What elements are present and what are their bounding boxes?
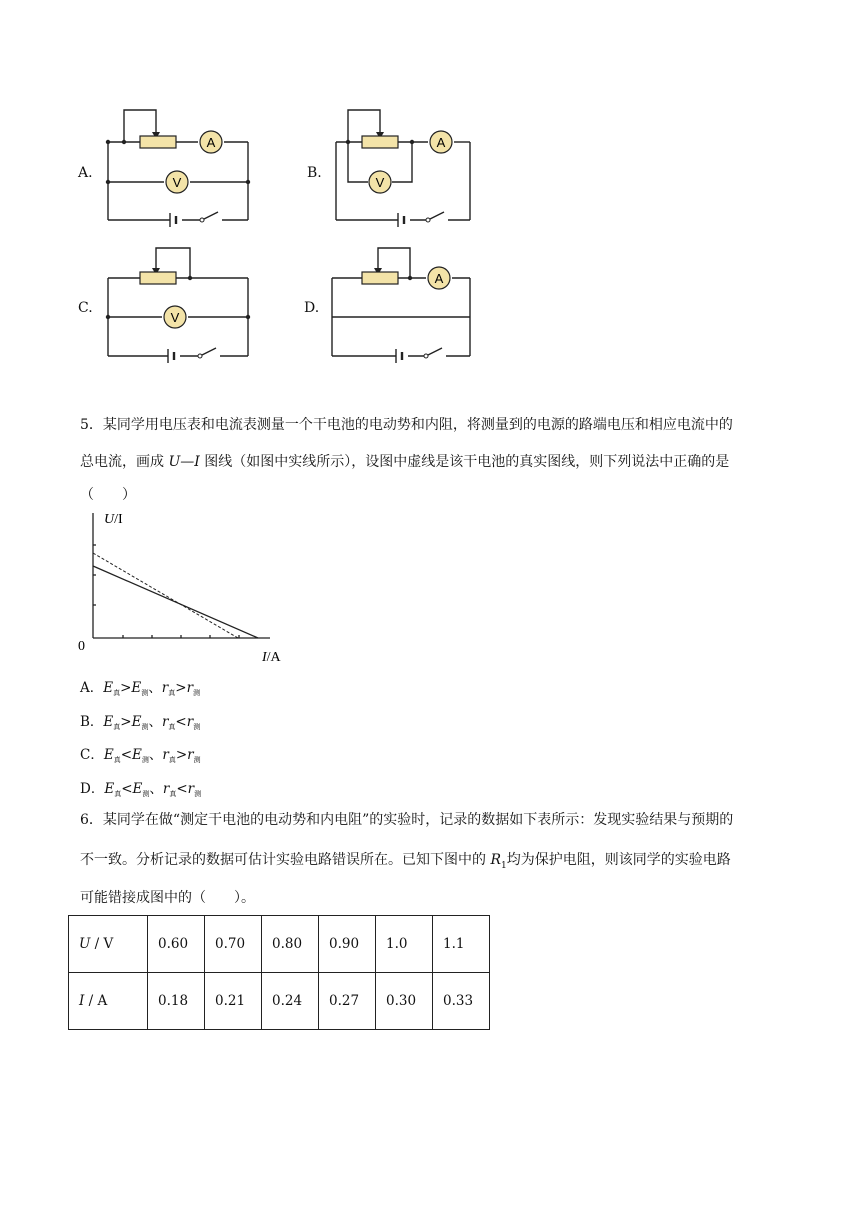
table-cell: 0.60	[148, 916, 205, 973]
q6-line-3: 可能错接成图中的（ ）。	[80, 890, 255, 906]
circuit-diagram-d	[326, 238, 486, 368]
q5-choice-a[interactable]: A．$E_真>E_测$、$r_真>r_测$	[80, 680, 201, 697]
true-dashed-line	[93, 553, 238, 638]
q5-choice-d[interactable]: D．$E_真<E_测$、$r_真<r_测$	[80, 781, 202, 798]
q6-line-2: 不一致。分析记录的数据可估计实验电路错误所在。已知下图中的 $R_1$均为保护电阻，则该同学的实验电路	[80, 852, 731, 871]
q6-line-1: 6．某同学在做“测定干电池的电动势和内电阻”的实验时，记录的数据如下表所示：发现实验结果与预期的	[80, 812, 734, 828]
option-d-label: D.	[304, 300, 320, 316]
rheostat-icon	[362, 272, 398, 284]
table-cell: 0.21	[205, 973, 262, 1030]
measured-line	[93, 566, 258, 638]
table-cell: 0.33	[433, 973, 490, 1030]
circuit-diagram-c	[100, 238, 260, 368]
rheostat-icon	[140, 272, 176, 284]
ammeter-label: A	[434, 271, 444, 286]
y-axis-label: U/I	[104, 512, 123, 527]
table-cell: 0.80	[262, 916, 319, 973]
q5-choice-c[interactable]: C．$E_真<E_测$、$r_真>r_测$	[80, 747, 201, 764]
table-cell: 0.27	[319, 973, 376, 1030]
table-cell: 0.90	[319, 916, 376, 973]
table-cell: 1.0	[376, 916, 433, 973]
origin-label: 0	[78, 639, 85, 654]
option-c-label: C.	[78, 300, 93, 316]
switch-icon	[200, 218, 204, 222]
rheostat-icon	[140, 136, 176, 148]
ammeter-label: A	[206, 135, 216, 150]
data-table	[68, 915, 490, 1030]
table-row	[69, 973, 490, 1030]
circuit-diagram-b	[328, 100, 488, 230]
x-axis-label: I/A	[262, 650, 281, 665]
voltmeter-label: V	[170, 310, 180, 325]
q5-line-2: 总电流，画成 U—I 图线（如图中实线所示），设图中虚线是该干电池的真实图线，则下列说法中正确的是	[80, 454, 730, 470]
rheostat-icon	[362, 136, 398, 148]
switch-icon	[424, 354, 428, 358]
table-header-i: I / A	[69, 973, 148, 1030]
table-cell: 0.24	[262, 973, 319, 1030]
ammeter-label: A	[436, 135, 446, 150]
u-i-graph	[70, 505, 300, 670]
switch-icon	[198, 354, 202, 358]
q5-choice-b[interactable]: B．$E_真>E_测$、$r_真<r_测$	[80, 714, 201, 731]
switch-icon	[426, 218, 430, 222]
table-row	[69, 916, 490, 973]
q5-line-3: （ ）	[80, 487, 136, 503]
table-cell: 0.30	[376, 973, 433, 1030]
table-header-u: U / V	[69, 916, 148, 973]
option-b-label: B.	[307, 165, 322, 181]
table-cell: 1.1	[433, 916, 490, 973]
voltmeter-label: V	[375, 175, 385, 190]
option-a-label: A.	[78, 165, 93, 181]
circuit-diagram-a	[100, 100, 260, 230]
voltmeter-label: V	[172, 175, 182, 190]
table-cell: 0.18	[148, 973, 205, 1030]
q5-line-1: 5．某同学用电压表和电流表测量一个干电池的电动势和内阻，将测量到的电源的路端电压和相应电流中的	[80, 417, 733, 433]
table-cell: 0.70	[205, 916, 262, 973]
